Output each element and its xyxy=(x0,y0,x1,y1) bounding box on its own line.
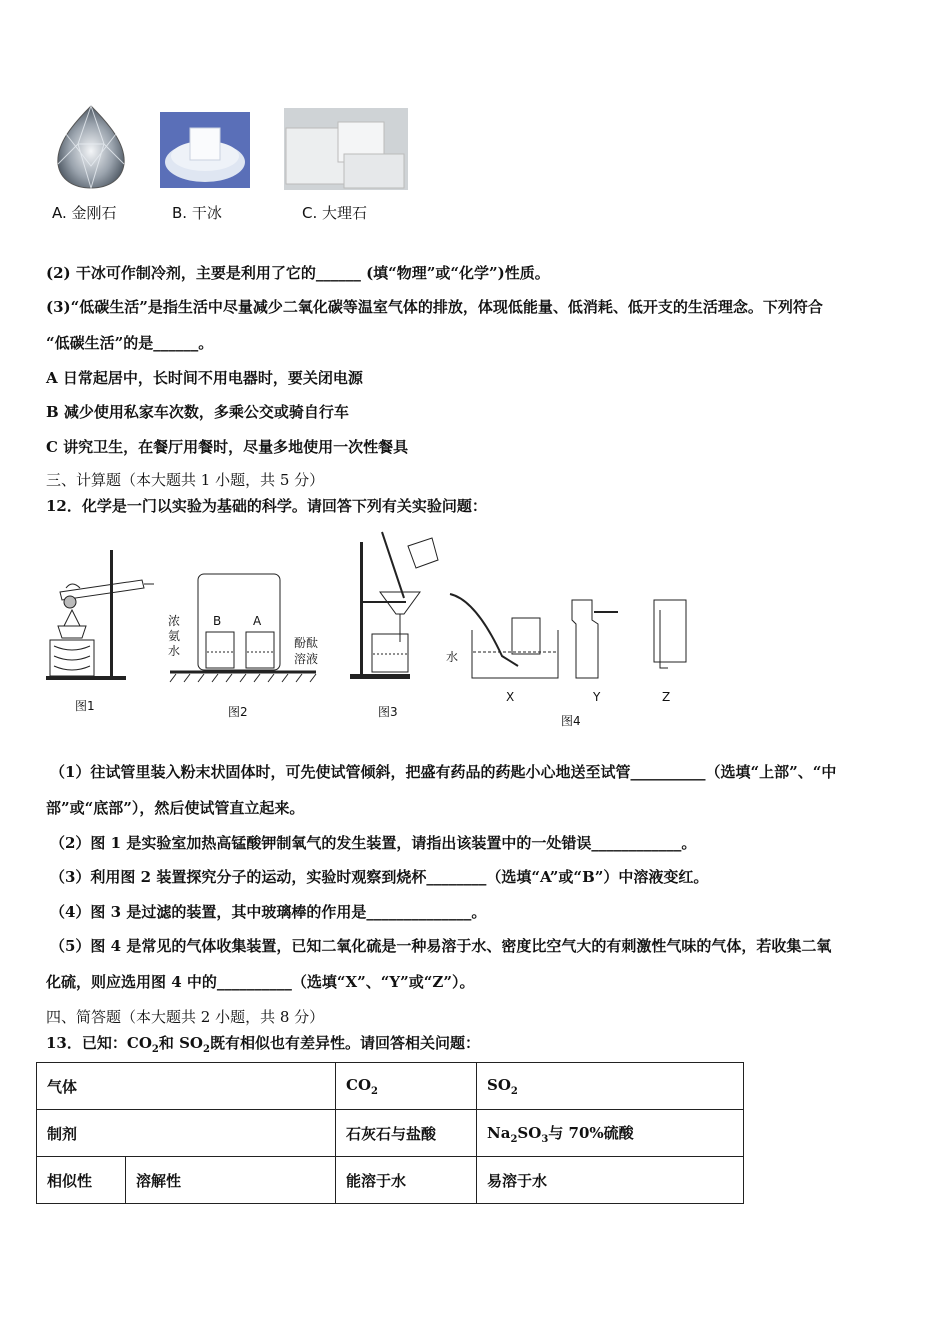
fig4-label-water: 水 xyxy=(446,650,459,664)
q11-option-c: C 讲究卫生，在餐厅用餐时，尽量多地使用一次性餐具 xyxy=(46,438,409,456)
table-cell-co2-reagent: 石灰石与盐酸 xyxy=(336,1110,477,1157)
figure-3-filtration xyxy=(346,530,446,682)
table-cell-so2-header: $SO_2$ xyxy=(477,1063,744,1110)
q11-part3-line1: (3)“低碳生活”是指生活中尽量减少二氧化碳等温室气体的排放，体现低能量、低消耗、低开支的生活理念。下列符合 xyxy=(46,298,823,316)
q12-sub1-line1: （1）往试管里装入粉末状固体时，可先使试管倾斜，把盛有药品的药匙小心地送至试管__________（选填“上部”、“中 xyxy=(50,763,837,781)
q12-sub3: （3）利用图 2 装置探究分子的运动，实验时观察到烧杯________（选填“A”或“B”）中溶液变红。 xyxy=(50,868,709,886)
fig2-caption: 图2 xyxy=(228,705,248,719)
fig2-label-solution: 溶液 xyxy=(294,652,319,666)
figure-1-heating-apparatus xyxy=(46,540,156,685)
table-cell-similarity-label: 相似性 xyxy=(37,1157,126,1204)
fig4-label-y: Y xyxy=(593,690,601,704)
table-cell-co2-header: $CO_2$ xyxy=(336,1063,477,1110)
fig4-caption: 图4 xyxy=(561,714,581,728)
co2-so2-comparison-table xyxy=(36,1062,744,1204)
q12-stem: 12．化学是一门以实验为基础的科学。请回答下列有关实验问题： xyxy=(46,497,487,515)
fig2-label-a: A xyxy=(253,614,262,628)
table-cell-solubility-label: 溶解性 xyxy=(126,1157,336,1204)
table-row xyxy=(37,1110,744,1157)
section-4-heading: 四、简答题（本大题共 2 小题，共 8 分） xyxy=(46,1008,325,1026)
q11-part3-line2: “低碳生活”的是______。 xyxy=(46,334,214,352)
figure-4-gas-collection xyxy=(446,590,696,685)
q12-sub2: （2）图 1 是实验室加热高锰酸钾制氧气的发生装置，请指出该装置中的一处错误____________。 xyxy=(50,834,697,852)
table-cell-so2-reagent: $Na_2SO_3$与 70%硫酸 xyxy=(477,1110,744,1157)
table-cell-so2-solubility: 易溶于水 xyxy=(477,1157,744,1204)
fig4-label-z: Z xyxy=(662,690,671,704)
q12-sub4: （4）图 3 是过滤的装置，其中玻璃棒的作用是______________。 xyxy=(50,903,487,921)
fig2-label-phenolphthalein: 酚酞 xyxy=(294,636,319,650)
label-marble: C. 大理石 xyxy=(302,204,368,222)
q12-sub5-line2: 化硫，则应选用图 4 中的__________（选填“X”、“Y”或“Z”）。 xyxy=(46,973,475,991)
q11-part2: (2) 干冰可作制冷剂，主要是利用了它的______ (填“物理”或“化学”)性质。 xyxy=(46,264,550,282)
dry-ice-image xyxy=(160,112,250,188)
label-dry-ice: B. 干冰 xyxy=(172,204,222,222)
table-row xyxy=(37,1063,744,1110)
label-diamond: A. 金刚石 xyxy=(52,204,117,222)
fig1-caption: 图1 xyxy=(75,699,95,713)
diamond-image xyxy=(54,104,128,190)
q12-sub5-line1: （5）图 4 是常见的气体收集装置，已知二氧化硫是一种易溶于水、密度比空气大的有刺激性气味的气体，若收集二氧 xyxy=(50,937,832,955)
figure-2-molecule-diffusion xyxy=(166,572,326,684)
table-cell-reagent-label: 制剂 xyxy=(37,1110,336,1157)
fig2-label-b: B xyxy=(213,614,222,628)
table-row xyxy=(37,1157,744,1204)
table-cell-co2-solubility: 能溶于水 xyxy=(336,1157,477,1204)
q12-sub1-line2: 部”或“底部”），然后使试管直立起来。 xyxy=(46,799,305,817)
marble-image xyxy=(284,108,408,190)
q11-option-a: A 日常起居中，长时间不用电器时，要关闭电源 xyxy=(46,369,363,387)
q11-option-b: B 减少使用私家车次数，多乘公交或骑自行车 xyxy=(46,403,349,421)
fig4-label-x: X xyxy=(506,690,515,704)
fig3-caption: 图3 xyxy=(378,705,398,719)
fig2-label-ammonia: 浓氨水 xyxy=(168,614,181,658)
table-cell-gas-header: 气体 xyxy=(37,1063,336,1110)
section-3-heading: 三、计算题（本大题共 1 小题，共 5 分） xyxy=(46,471,325,489)
q13-stem: 13．已知：$CO_2$和 $SO_2$既有相似也有差异性。请回答相关问题： xyxy=(46,1034,480,1055)
